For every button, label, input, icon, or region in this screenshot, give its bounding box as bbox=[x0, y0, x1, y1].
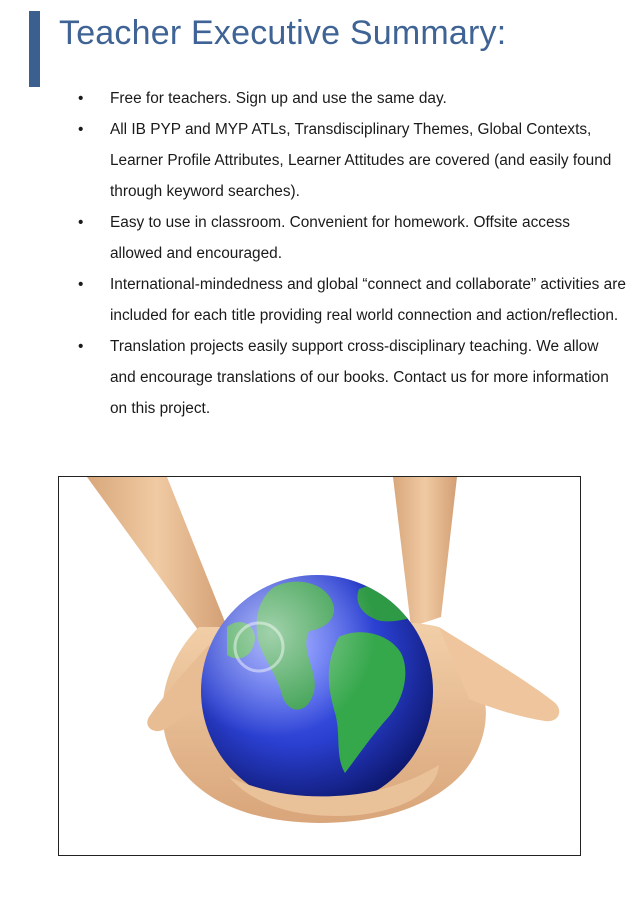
bullet-marker: • bbox=[78, 276, 84, 293]
list-item bbox=[78, 331, 626, 424]
list-item-text: Easy to use in classroom. Convenient for homework. Offsite access allowed and encouraged. bbox=[110, 214, 570, 262]
list-item-text: All IB PYP and MYP ATLs, Transdisciplinary Themes, Global Contexts, Learner Profile Attributes, Learner Attitudes are covered (and easily found through keyword searches). bbox=[110, 121, 612, 200]
list-item-text: Translation projects easily support cross-disciplinary teaching. We allow and encourage translations of our books. Contact us for more information on this project. bbox=[110, 338, 609, 417]
list-item bbox=[78, 207, 626, 269]
list-item bbox=[78, 114, 626, 207]
hands-globe-photo bbox=[58, 476, 581, 856]
title-accent-bar bbox=[29, 11, 40, 87]
left-forearm bbox=[87, 477, 227, 645]
page-title: Teacher Executive Summary: bbox=[59, 14, 507, 52]
bullet-marker: • bbox=[78, 338, 84, 355]
bullet-marker: • bbox=[78, 121, 84, 138]
summary-list bbox=[78, 83, 626, 424]
list-item-text: International-mindedness and global “connect and collaborate” activities are included for each title providing real world connection and action/reflection. bbox=[110, 276, 626, 324]
list-item bbox=[78, 83, 626, 114]
list-item bbox=[78, 269, 626, 331]
bullet-marker: • bbox=[78, 214, 84, 231]
list-item-text: Free for teachers. Sign up and use the same day. bbox=[110, 90, 447, 107]
hands-holding-globe-icon bbox=[59, 477, 580, 855]
right-forearm bbox=[393, 477, 457, 627]
globe-highlight bbox=[201, 575, 433, 807]
bullet-marker: • bbox=[78, 90, 84, 107]
